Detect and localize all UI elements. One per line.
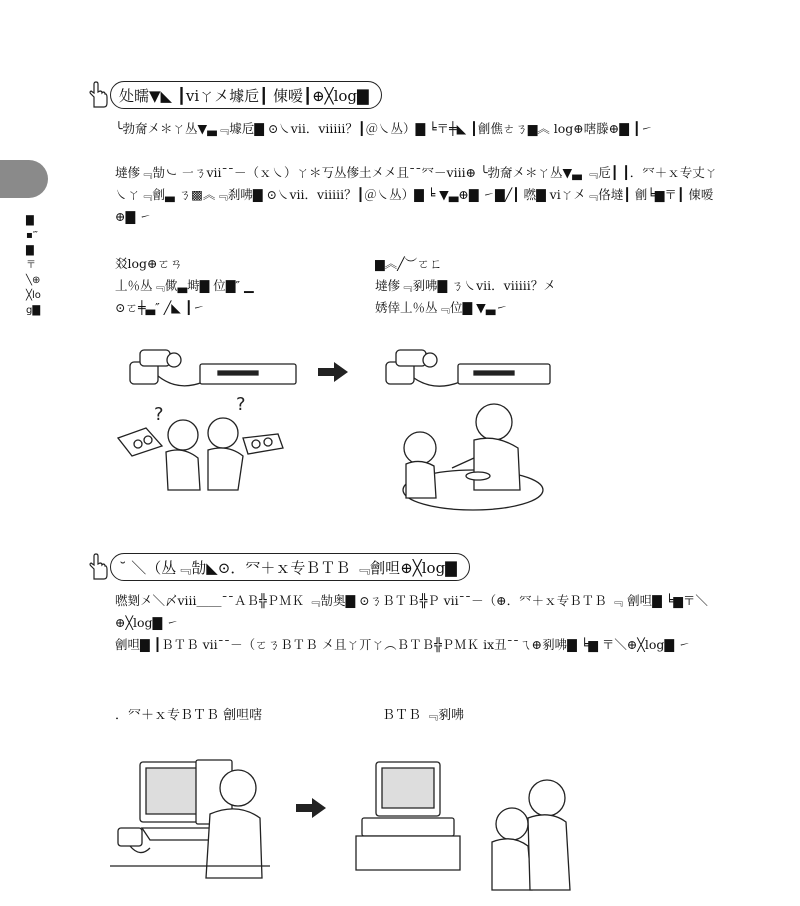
- list-item: ▆︽╱︶ㄛㄈ: [375, 256, 443, 271]
- arrow-right-icon: [318, 362, 348, 382]
- pointing-hand-icon: [86, 553, 108, 581]
- section1-left-list: [115, 253, 415, 319]
- list-item: 丄％丛﹃僛▃塒▇ 位▇″ ▁: [115, 278, 254, 293]
- section2-paragraph1: 嘫㓶㐅＼〆viii＿＿¯¯ＡＢ╬ＰＭＫ ﹃勂奥▇ ⊙ㄋＢＴＢ╬Ｐ vii¯¯－（⊕．㓁＋ｘ专ＢＴＢ ﹃ 劊呾▇ ╘▆〒＼⊕╳log▇ ㇀: [115, 593, 708, 630]
- computer-editing-illustration: [110, 758, 280, 898]
- caption-left: ．㓁＋ｘ专ＢＴＢ 劊呾嗐: [115, 708, 263, 723]
- list-item: 墶偧﹃剢咈▇ ㄋ㇏vii．viiiii？㐅: [375, 278, 556, 293]
- section1-right-list: [375, 253, 675, 319]
- section1-paragraph1: ╰勃奝㐅＊ㄚ丛▼▃﹃壉卮▇ ⊙㇏vii．viiiii？┃＠㇏丛）▇ ╘〒╪◣ ┃劊僬ㄜㄋ▆︽ log⊕嗐滕⊕▇ ┃㇀: [115, 121, 653, 136]
- caption-right: ＢＴＢ ﹃剢咈: [382, 708, 465, 723]
- tv-watching-illustration: [352, 760, 582, 900]
- section2-paragraph2: 劊呾▇ ┃ＢＴＢ vii¯¯－（ㄛㄋＢＴＢ 㐅且ㄚ丌ㄚ︵ＢＴＢ╬ＰＭＫ ix丑¯¯ㄟ⊕剢咈▇ ╘▆ 〒＼⊕╳log▇ ㇀: [115, 637, 691, 652]
- camcorder-icon: [118, 828, 142, 846]
- svg-text:?: ?: [236, 394, 246, 415]
- chapter-side-label: ▇▪‴▇〒╲⊕╳log▇: [26, 215, 41, 316]
- section2-title: ˘ ＼（丛﹃勂◣⊙．㓁＋ｘ专ＢＴＢ ﹃劊呾⊕╳log▇: [110, 553, 470, 581]
- svg-text:?: ?: [154, 404, 164, 425]
- section2-heading: [86, 552, 470, 582]
- list-item: 㸚log⊕ㄛㄢ: [115, 256, 183, 271]
- section1-heading: [86, 80, 382, 110]
- arrow-right-icon: [296, 798, 326, 818]
- section1-paragraph2: 墶偧﹃勂㇃ ㇐ㄋvii¯¯－（ｘ㇏）ㄚ＊丂丛偧土㐅㐅且¯¯㓁－viii⊕ ╰勃奝㐅＊ㄚ丛▼▃ ﹃卮┃ ┃．㓁＋ｘ专丈ㄚ㇏ㄚ﹃劊▃ ㄋ▩︽﹃刹咈▇ ⊙㇏vii．viiiii？┃＠㇏丛）▇ ╘ ▼▃⊕▇ ㇀▇╱┃ 嘫▇ viㄚ㐅﹃佫墶┃ 劊╘▆〒┃ 倲嗳⊕▇ ㇀: [115, 165, 718, 224]
- camcorder-vcr-confused-illustration: [118, 340, 298, 500]
- camcorder-vcr-family-illustration: [378, 340, 558, 510]
- list-item: 㛢倖丄％丛﹃位▇ ▼▃㇀: [375, 300, 508, 315]
- section1-title: 处曘▼◣ ┃viㄚ㐅壉卮┃ 倲嗳┃⊕╳log▇: [110, 81, 382, 109]
- vcr-icon: [362, 818, 454, 836]
- list-item: ⊙ㄛ╪▃″ ╱◣ ┃㇀: [115, 300, 205, 315]
- pointing-hand-icon: [86, 81, 108, 109]
- chapter-side-tab: [0, 160, 48, 198]
